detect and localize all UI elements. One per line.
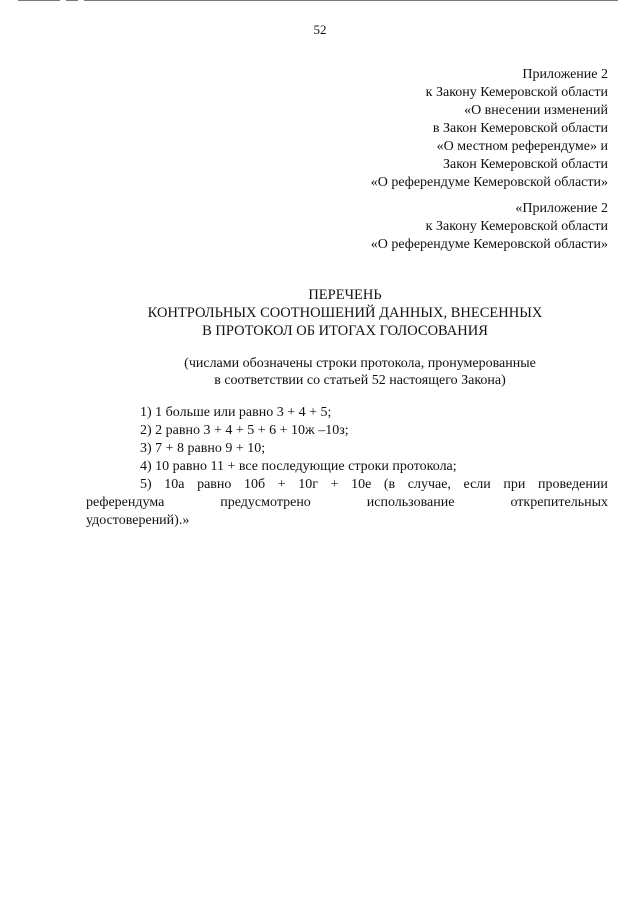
- appendix-header-line: к Закону Кемеровской области: [425, 85, 608, 100]
- list-item: 2) 2 равно 3 + 4 + 5 + 6 + 10ж –10з;: [140, 423, 349, 438]
- list-item: 3) 7 + 8 равно 9 + 10;: [140, 441, 266, 456]
- word: использование: [366, 495, 455, 510]
- appendix-header: [371, 66, 608, 192]
- quoted-appendix-line: к Закону Кемеровской области: [425, 219, 608, 234]
- page-number: 52: [313, 22, 327, 37]
- title-line: ПЕРЕЧЕНЬ: [308, 287, 382, 303]
- list-item-5: [86, 476, 608, 530]
- word: если: [463, 477, 491, 492]
- word: референдума: [86, 495, 165, 510]
- quoted-appendix-line: «О референдуме Кемеровской области»: [370, 237, 608, 252]
- document-title: [0, 286, 640, 340]
- list-item: 1) 1 больше или равно 3 + 4 + 5;: [140, 405, 332, 420]
- quoted-appendix-line: «Приложение 2: [515, 201, 608, 216]
- word: равно: [197, 477, 232, 492]
- note-line: в соответствии со статьей 52 настоящего Закона): [214, 373, 506, 388]
- list-item: 4) 10 равно 11 + все последующие строки протокола;: [140, 459, 457, 474]
- appendix-header-line: «О референдуме Кемеровской области»: [370, 175, 608, 190]
- word: +: [277, 477, 286, 492]
- word: 10а: [164, 477, 185, 492]
- word: предусмотрено: [220, 495, 311, 510]
- note-line: (числами обозначены строки протокола, пронумерованные: [184, 356, 536, 371]
- item-5-line-1: [86, 476, 608, 494]
- word: 10б: [244, 477, 266, 492]
- appendix-header-line: «О внесении изменений: [464, 103, 608, 118]
- title-line: В ПРОТОКОЛ ОБ ИТОГАХ ГОЛОСОВАНИЯ: [202, 323, 488, 339]
- top-edge-rule: [18, 0, 618, 2]
- control-ratios-list: [86, 404, 608, 530]
- appendix-header-line: Закон Кемеровской области: [442, 157, 608, 172]
- word: 10г: [298, 477, 318, 492]
- title-line: КОНТРОЛЬНЫХ СООТНОШЕНИЙ ДАННЫХ, ВНЕСЕННЫХ: [147, 305, 543, 321]
- quoted-appendix-header: [371, 200, 608, 254]
- item-5-line-3: удостоверений).»: [86, 513, 190, 528]
- appendix-header-line: Приложение 2: [522, 67, 608, 82]
- word: при: [503, 477, 526, 492]
- word: (в: [383, 477, 396, 492]
- appendix-header-line: в Закон Кемеровской области: [432, 121, 608, 136]
- item-5-line-2: [86, 494, 608, 512]
- word: 10е: [351, 477, 372, 492]
- word: 5): [140, 477, 152, 492]
- appendix-header-line: «О местном референдуме» и: [436, 139, 608, 154]
- explanatory-note: [0, 355, 640, 389]
- word: случае,: [407, 477, 451, 492]
- word: открепительных: [510, 495, 608, 510]
- word: проведении: [537, 477, 608, 492]
- word: +: [330, 477, 339, 492]
